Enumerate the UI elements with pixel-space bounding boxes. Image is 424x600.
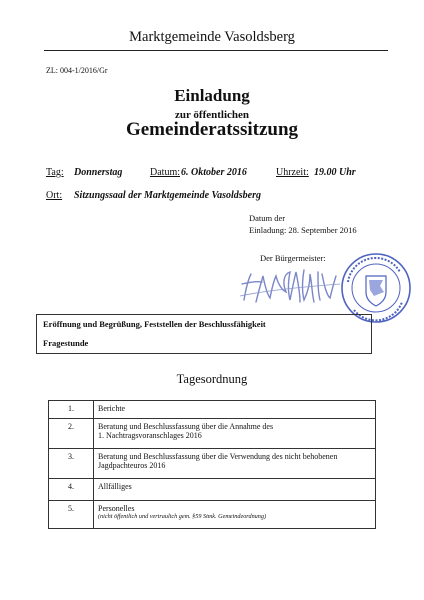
agenda-row-number: 1. bbox=[49, 401, 94, 419]
day-value: Donnerstag bbox=[74, 167, 123, 178]
date-label: Datum: bbox=[150, 167, 180, 178]
day-label: Tag: bbox=[46, 167, 64, 178]
agenda-row-line1: Beratung und Beschlussfassung über die Verwendung des nicht behobenen bbox=[98, 452, 338, 461]
agenda-row-number: 4. bbox=[49, 479, 94, 501]
mayor-label: Der Bürgermeister: bbox=[260, 253, 326, 263]
agenda-row-line1: Allfälliges bbox=[98, 482, 132, 491]
agenda-row-text bbox=[94, 449, 376, 479]
agenda-row-note: (nicht öffentlich und vertraulich gem. §59 Stmk. Gemeindeordnung) bbox=[98, 513, 266, 520]
agenda-row-number: 3. bbox=[49, 449, 94, 479]
agenda-row-line1: Berichte bbox=[98, 404, 126, 413]
agenda-row-line1: Personelles bbox=[98, 504, 135, 513]
agenda-row-text bbox=[94, 419, 376, 449]
invitation-date-line2: Einladung: 28. September 2016 bbox=[249, 225, 357, 235]
title-main: Gemeinderatssitzung bbox=[125, 119, 299, 140]
agenda-row-text bbox=[94, 501, 376, 529]
agenda-row bbox=[49, 401, 376, 419]
agenda-row-number: 5. bbox=[49, 501, 94, 529]
agenda-table bbox=[48, 400, 376, 529]
reference-number: ZL: 004-1/2016/Gr bbox=[46, 66, 108, 75]
title-einladung: Einladung bbox=[174, 86, 250, 105]
title-subtitle: zur öffentlichen bbox=[174, 109, 250, 121]
opening-item-2: Fragestunde bbox=[43, 338, 89, 348]
agenda-row-number: 2. bbox=[49, 419, 94, 449]
agenda-row-line1: Beratung und Beschlussfassung über die Annahme des bbox=[98, 422, 274, 431]
time-value: 19.00 Uhr bbox=[314, 167, 356, 178]
place-value: Sitzungssaal der Marktgemeinde Vasoldsberg bbox=[74, 190, 261, 201]
agenda-row-text bbox=[94, 401, 376, 419]
agenda-row bbox=[49, 419, 376, 449]
time-label: Uhrzeit: bbox=[276, 167, 309, 178]
agenda-heading: Tagesordnung bbox=[176, 372, 248, 386]
place-label: Ort: bbox=[46, 190, 63, 201]
agenda-row bbox=[49, 449, 376, 479]
agenda-row-line2: 1. Nachtragsvoranschlages 2016 bbox=[98, 431, 202, 440]
opening-item-1: Eröffnung und Begrüßung, Feststellen der Beschlussfähigkeit bbox=[43, 319, 266, 329]
agenda-row-text bbox=[94, 479, 376, 501]
municipality-header: Marktgemeinde Vasoldsberg bbox=[129, 29, 295, 45]
header-divider bbox=[44, 50, 388, 51]
invitation-date bbox=[249, 212, 357, 236]
date-value: 6. Oktober 2016 bbox=[181, 167, 247, 178]
agenda-row bbox=[49, 479, 376, 501]
agenda-row-line2: Jagdpachteuros 2016 bbox=[98, 461, 166, 470]
agenda-row bbox=[49, 501, 376, 529]
invitation-date-line1: Datum der bbox=[249, 213, 286, 223]
mayor-signature bbox=[238, 262, 342, 308]
opening-box bbox=[36, 314, 372, 354]
